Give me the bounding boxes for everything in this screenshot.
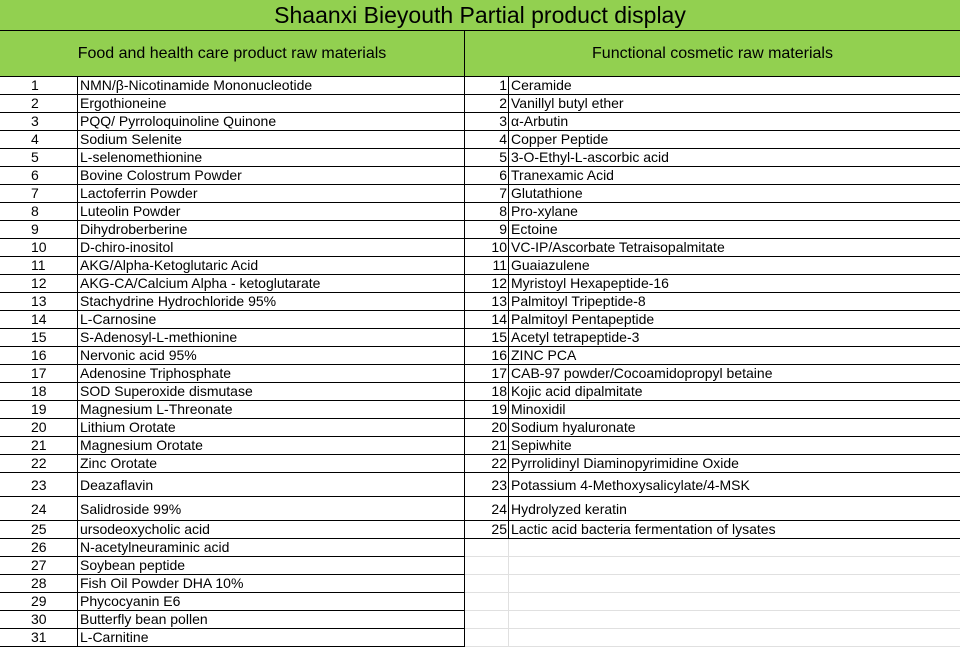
food-item-name[interactable]: Dihydroberberine bbox=[78, 221, 465, 239]
cosmetic-item-number[interactable] bbox=[465, 593, 509, 611]
food-item-number[interactable]: 3 bbox=[0, 113, 78, 131]
food-item-number[interactable]: 18 bbox=[0, 383, 78, 401]
food-item-name[interactable]: Magnesium Orotate bbox=[78, 437, 465, 455]
food-item-number[interactable]: 29 bbox=[0, 593, 78, 611]
food-item-number[interactable]: 2 bbox=[0, 95, 78, 113]
food-item-number[interactable]: 10 bbox=[0, 239, 78, 257]
food-item-name[interactable]: SOD Superoxide dismutase bbox=[78, 383, 465, 401]
food-item-number[interactable]: 22 bbox=[0, 455, 78, 473]
food-item-name[interactable]: Stachydrine Hydrochloride 95% bbox=[78, 293, 465, 311]
cosmetic-item-number[interactable]: 16 bbox=[465, 347, 509, 365]
cosmetic-item-name[interactable]: Pyrrolidinyl Diaminopyrimidine Oxide bbox=[509, 455, 960, 473]
food-item-name[interactable]: S-Adenosyl-L-methionine bbox=[78, 329, 465, 347]
food-item-name[interactable]: Zinc Orotate bbox=[78, 455, 465, 473]
cosmetic-item-name[interactable]: α-Arbutin bbox=[509, 113, 960, 131]
food-item-name[interactable]: ursodeoxycholic acid bbox=[78, 521, 465, 539]
cosmetic-item-number[interactable] bbox=[465, 611, 509, 629]
table-row bbox=[0, 401, 960, 419]
food-item-name[interactable]: Salidroside 99% bbox=[78, 497, 465, 521]
cosmetic-item-name[interactable]: Acetyl tetrapeptide-3 bbox=[509, 329, 960, 347]
table-row bbox=[0, 557, 960, 575]
food-item-name[interactable]: AKG-CA/Calcium Alpha - ketoglutarate bbox=[78, 275, 465, 293]
cosmetic-item-name[interactable]: Hydrolyzed keratin bbox=[509, 497, 960, 521]
food-item-name[interactable]: PQQ/ Pyrroloquinoline Quinone bbox=[78, 113, 465, 131]
food-item-number[interactable]: 6 bbox=[0, 167, 78, 185]
food-item-name[interactable]: AKG/Alpha-Ketoglutaric Acid bbox=[78, 257, 465, 275]
food-item-number[interactable]: 8 bbox=[0, 203, 78, 221]
cosmetic-item-number[interactable]: 25 bbox=[465, 521, 509, 539]
cosmetic-item-name[interactable]: ZINC PCA bbox=[509, 347, 960, 365]
cosmetic-item-number[interactable]: 2 bbox=[465, 95, 509, 113]
cosmetic-item-number[interactable]: 11 bbox=[465, 257, 509, 275]
food-item-number[interactable]: 11 bbox=[0, 257, 78, 275]
cosmetic-item-name[interactable]: Lactic acid bacteria fermentation of lysates bbox=[509, 521, 960, 539]
cosmetic-item-number[interactable]: 8 bbox=[465, 203, 509, 221]
food-item-number[interactable]: 13 bbox=[0, 293, 78, 311]
cosmetic-item-number[interactable]: 3 bbox=[465, 113, 509, 131]
cosmetic-item-number[interactable] bbox=[465, 557, 509, 575]
table-row bbox=[0, 347, 960, 365]
table-row bbox=[0, 239, 960, 257]
cosmetic-item-name[interactable]: Sodium hyaluronate bbox=[509, 419, 960, 437]
table-row bbox=[0, 419, 960, 437]
cosmetic-item-number[interactable]: 24 bbox=[465, 497, 509, 521]
food-item-number[interactable]: 17 bbox=[0, 365, 78, 383]
table-row bbox=[0, 95, 960, 113]
food-item-number[interactable]: 21 bbox=[0, 437, 78, 455]
food-item-name[interactable]: Nervonic acid 95% bbox=[78, 347, 465, 365]
table-row bbox=[0, 629, 960, 647]
food-item-number[interactable]: 4 bbox=[0, 131, 78, 149]
table-row bbox=[0, 593, 960, 611]
table-row bbox=[0, 575, 960, 593]
food-item-number[interactable]: 5 bbox=[0, 149, 78, 167]
food-item-name[interactable]: L-Carnosine bbox=[78, 311, 465, 329]
cosmetic-item-number[interactable]: 20 bbox=[465, 419, 509, 437]
food-item-number[interactable]: 12 bbox=[0, 275, 78, 293]
cosmetic-item-number[interactable]: 9 bbox=[465, 221, 509, 239]
table-row bbox=[0, 149, 960, 167]
table-row bbox=[0, 113, 960, 131]
food-item-number[interactable]: 15 bbox=[0, 329, 78, 347]
table-row bbox=[0, 131, 960, 149]
table-row bbox=[0, 185, 960, 203]
table-row bbox=[0, 497, 960, 521]
cosmetic-item-name[interactable]: Tranexamic Acid bbox=[509, 167, 960, 185]
food-item-number[interactable]: 14 bbox=[0, 311, 78, 329]
food-item-name[interactable]: Lithium Orotate bbox=[78, 419, 465, 437]
cosmetic-item-name[interactable] bbox=[509, 611, 960, 629]
table-row bbox=[0, 539, 960, 557]
food-item-number[interactable]: 23 bbox=[0, 473, 78, 497]
food-item-name[interactable]: Bovine Colostrum Powder bbox=[78, 167, 465, 185]
cosmetic-item-number[interactable]: 10 bbox=[465, 239, 509, 257]
cosmetic-item-number[interactable]: 18 bbox=[465, 383, 509, 401]
food-item-name[interactable]: Magnesium L-Threonate bbox=[78, 401, 465, 419]
cosmetic-item-name[interactable]: Copper Peptide bbox=[509, 131, 960, 149]
table-row bbox=[0, 311, 960, 329]
food-item-number[interactable]: 30 bbox=[0, 611, 78, 629]
cosmetic-item-name[interactable] bbox=[509, 557, 960, 575]
cosmetic-item-number[interactable]: 21 bbox=[465, 437, 509, 455]
cosmetic-item-name[interactable]: Potassium 4-Methoxysalicylate/4-MSK bbox=[509, 473, 960, 497]
cosmetic-item-name[interactable]: Palmitoyl Tripeptide-8 bbox=[509, 293, 960, 311]
food-item-name[interactable]: Ergothioneine bbox=[78, 95, 465, 113]
cosmetic-item-name[interactable] bbox=[509, 593, 960, 611]
food-item-name[interactable]: Lactoferrin Powder bbox=[78, 185, 465, 203]
food-item-number[interactable]: 25 bbox=[0, 521, 78, 539]
table-row bbox=[0, 611, 960, 629]
cosmetic-item-name[interactable]: CAB-97 powder/Cocoamidopropyl betaine bbox=[509, 365, 960, 383]
cosmetic-item-name[interactable]: Kojic acid dipalmitate bbox=[509, 383, 960, 401]
food-item-name[interactable]: L-selenomethionine bbox=[78, 149, 465, 167]
food-item-name[interactable]: Butterfly bean pollen bbox=[78, 611, 465, 629]
cosmetic-item-name[interactable]: Myristoyl Hexapeptide-16 bbox=[509, 275, 960, 293]
table-row bbox=[0, 521, 960, 539]
cosmetic-item-number[interactable] bbox=[465, 575, 509, 593]
table-body bbox=[0, 77, 960, 647]
cosmetic-item-name[interactable]: Glutathione bbox=[509, 185, 960, 203]
cosmetic-item-name[interactable] bbox=[509, 629, 960, 647]
cosmetic-item-number[interactable]: 5 bbox=[465, 149, 509, 167]
cosmetic-item-number[interactable]: 17 bbox=[465, 365, 509, 383]
cosmetic-item-number[interactable]: 13 bbox=[465, 293, 509, 311]
food-item-number[interactable]: 27 bbox=[0, 557, 78, 575]
cosmetic-item-name[interactable]: Ceramide bbox=[509, 77, 960, 95]
cosmetic-item-name[interactable]: Vanillyl butyl ether bbox=[509, 95, 960, 113]
cosmetic-item-name[interactable]: Ectoine bbox=[509, 221, 960, 239]
cosmetic-item-number[interactable]: 14 bbox=[465, 311, 509, 329]
food-item-name[interactable]: Adenosine Triphosphate bbox=[78, 365, 465, 383]
cosmetic-item-number[interactable]: 22 bbox=[465, 455, 509, 473]
food-item-number[interactable]: 24 bbox=[0, 497, 78, 521]
cosmetic-item-number[interactable]: 15 bbox=[465, 329, 509, 347]
cosmetic-item-name[interactable] bbox=[509, 539, 960, 557]
cosmetic-item-name[interactable]: VC-IP/Ascorbate Tetraisopalmitate bbox=[509, 239, 960, 257]
table-row bbox=[0, 221, 960, 239]
table-row bbox=[0, 455, 960, 473]
table-row bbox=[0, 437, 960, 455]
cosmetic-item-number[interactable]: 1 bbox=[465, 77, 509, 95]
table-row bbox=[0, 203, 960, 221]
table-row bbox=[0, 77, 960, 95]
cosmetic-item-number[interactable]: 12 bbox=[465, 275, 509, 293]
food-item-number[interactable]: 1 bbox=[0, 77, 78, 95]
cosmetic-item-name[interactable]: 3-O-Ethyl-L-ascorbic acid bbox=[509, 149, 960, 167]
table-row bbox=[0, 293, 960, 311]
cosmetic-item-number[interactable] bbox=[465, 629, 509, 647]
table-row bbox=[0, 257, 960, 275]
food-item-name[interactable]: N-acetylneuraminic acid bbox=[78, 539, 465, 557]
food-item-name[interactable]: Fish Oil Powder DHA 10% bbox=[78, 575, 465, 593]
cosmetic-item-number[interactable]: 4 bbox=[465, 131, 509, 149]
cosmetic-item-name[interactable]: Minoxidil bbox=[509, 401, 960, 419]
cosmetic-item-name[interactable]: Guaiazulene bbox=[509, 257, 960, 275]
cosmetic-item-number[interactable]: 23 bbox=[465, 473, 509, 497]
food-item-name[interactable]: Sodium Selenite bbox=[78, 131, 465, 149]
header-food-materials[interactable]: Food and health care product raw materials bbox=[0, 31, 465, 77]
table-row bbox=[0, 329, 960, 347]
food-item-number[interactable]: 31 bbox=[0, 629, 78, 647]
cosmetic-item-number[interactable] bbox=[465, 539, 509, 557]
page-title: Shaanxi Bieyouth Partial product display bbox=[0, 0, 960, 31]
food-item-name[interactable]: D-chiro-inositol bbox=[78, 239, 465, 257]
cosmetic-item-number[interactable]: 7 bbox=[465, 185, 509, 203]
table-row bbox=[0, 473, 960, 497]
table-row bbox=[0, 275, 960, 293]
cosmetic-item-name[interactable]: Sepiwhite bbox=[509, 437, 960, 455]
food-item-name[interactable]: NMN/β-Nicotinamide Mononucleotide bbox=[78, 77, 465, 95]
food-item-number[interactable]: 20 bbox=[0, 419, 78, 437]
table-row bbox=[0, 365, 960, 383]
header-cosmetic-materials[interactable]: Functional cosmetic raw materials bbox=[465, 31, 960, 77]
food-item-number[interactable]: 19 bbox=[0, 401, 78, 419]
table-row bbox=[0, 383, 960, 401]
table-row bbox=[0, 167, 960, 185]
food-item-number[interactable]: 9 bbox=[0, 221, 78, 239]
food-item-number[interactable]: 28 bbox=[0, 575, 78, 593]
food-item-number[interactable]: 7 bbox=[0, 185, 78, 203]
cosmetic-item-name[interactable] bbox=[509, 575, 960, 593]
food-item-name[interactable]: Phycocyanin E6 bbox=[78, 593, 465, 611]
cosmetic-item-number[interactable]: 6 bbox=[465, 167, 509, 185]
food-item-number[interactable]: 26 bbox=[0, 539, 78, 557]
food-item-name[interactable]: L-Carnitine bbox=[78, 629, 465, 647]
food-item-name[interactable]: Soybean peptide bbox=[78, 557, 465, 575]
cosmetic-item-name[interactable]: Pro-xylane bbox=[509, 203, 960, 221]
food-item-number[interactable]: 16 bbox=[0, 347, 78, 365]
food-item-name[interactable]: Luteolin Powder bbox=[78, 203, 465, 221]
food-item-name[interactable]: Deazaflavin bbox=[78, 473, 465, 497]
cosmetic-item-name[interactable]: Palmitoyl Pentapeptide bbox=[509, 311, 960, 329]
cosmetic-item-number[interactable]: 19 bbox=[465, 401, 509, 419]
